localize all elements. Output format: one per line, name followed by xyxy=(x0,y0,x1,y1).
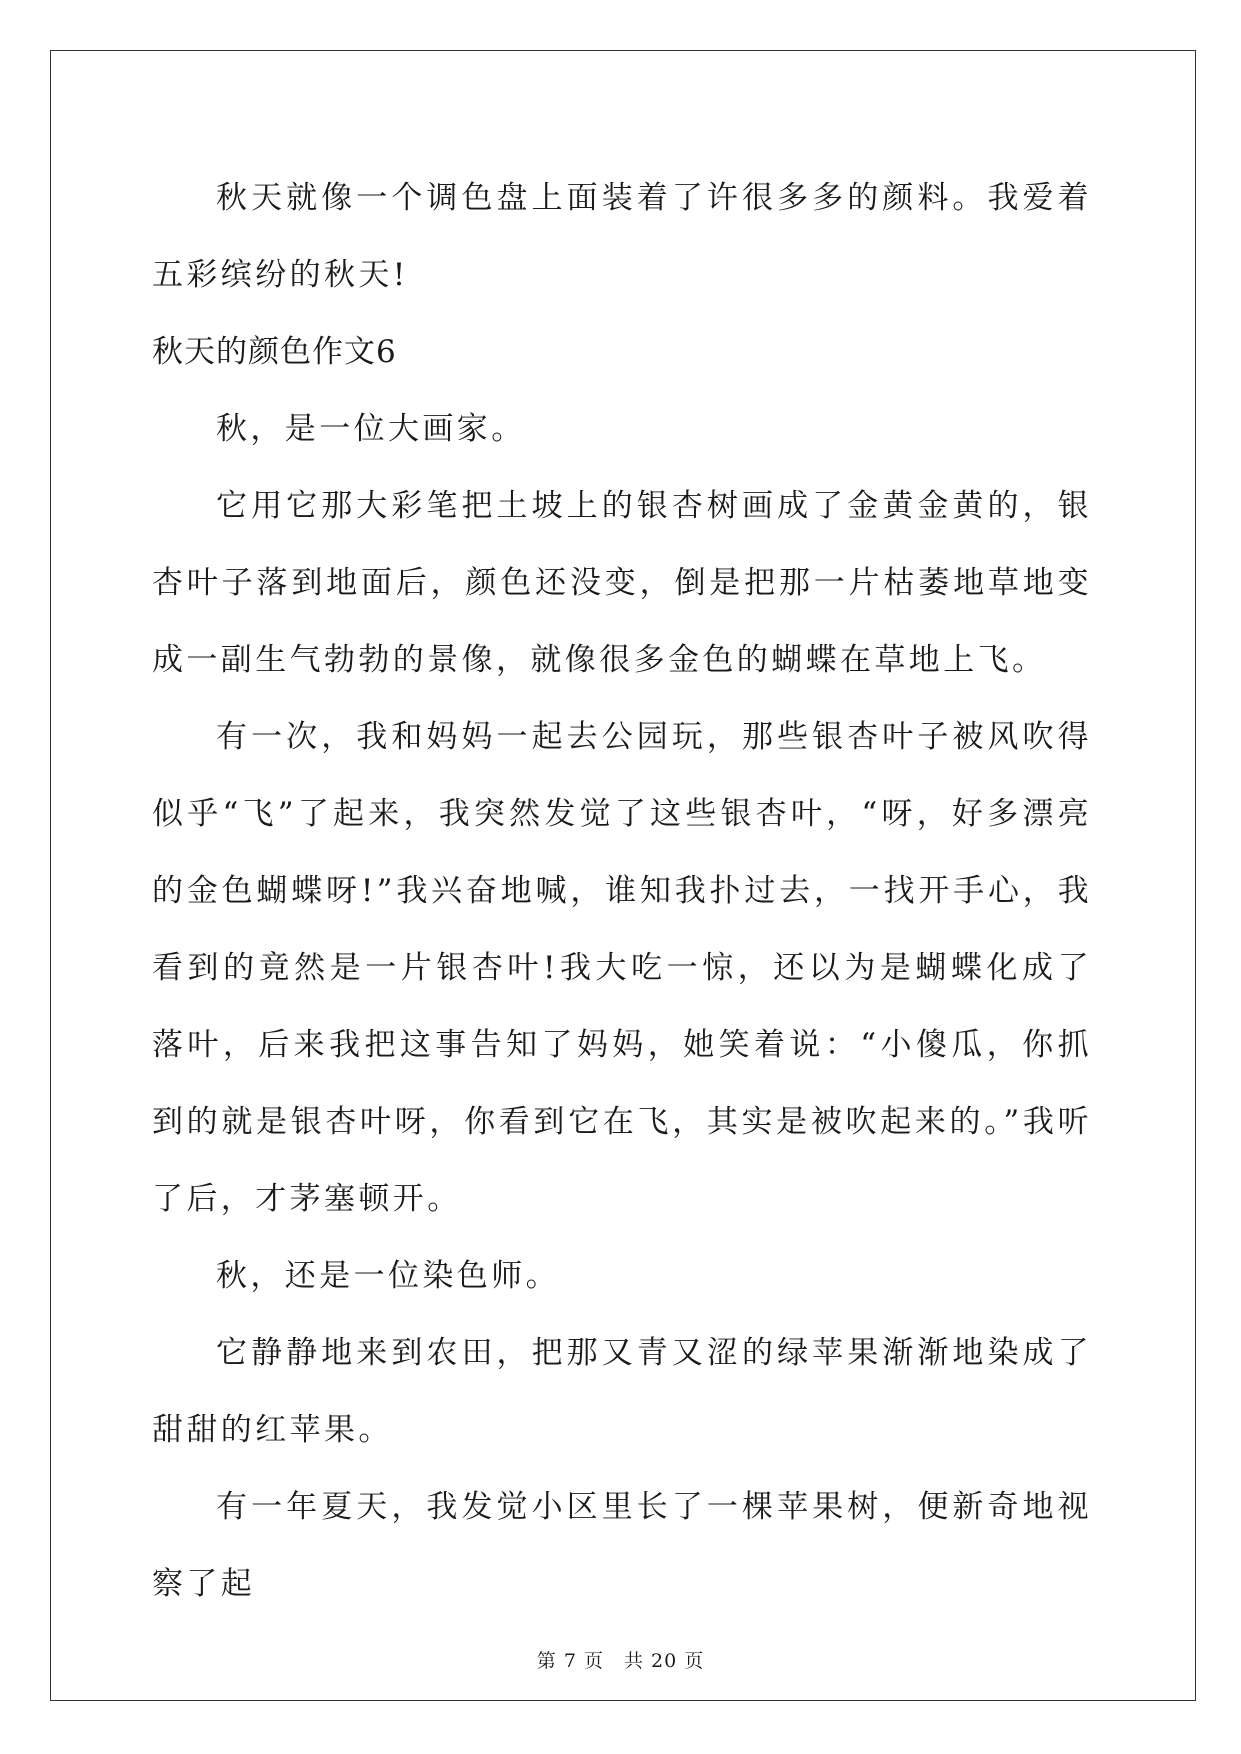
paragraph: 它用它那大彩笔把土坡上的银杏树画成了金黄金黄的，银杏叶子落到地面后，颜色还没变，倒是把那一片枯萎地草地变成一副生气勃勃的景像，就像很多金色的蝴蝶在草地上飞。 xyxy=(152,488,1092,678)
page-number-footer: 第 7 页 共 20 页 xyxy=(536,1650,705,1672)
paragraph: 秋天就像一个调色盘上面装着了许很多多的颜料。我爱着五彩缤纷的秋天! xyxy=(152,180,1092,293)
paragraph: 有一次，我和妈妈一起去公园玩，那些银杏叶子被风吹得似乎“飞”了起来，我突然发觉了这些银杏叶，“呀，好多漂亮的金色蝴蝶呀!”我兴奋地喊，谁知我扑过去，一找开手心，我看到的竟然是一片银杏叶!我大吃一惊，还以为是蝴蝶化成了落叶，后来我把这事告知了妈妈，她笑着说：“小傻瓜，你抓到的就是银杏叶呀，你看到它在飞，其实是被吹起来的。”我听了后，才茅塞顿开。 xyxy=(152,719,1092,1217)
paragraph: 它静静地来到农田，把那又青又涩的绿苹果渐渐地染成了甜甜的红苹果。 xyxy=(152,1335,1092,1448)
paragraph: 有一年夏天，我发觉小区里长了一棵苹果树，便新奇地视察了起 xyxy=(152,1489,1092,1602)
paragraph: 秋，还是一位染色师。 xyxy=(216,1258,560,1294)
paragraph: 秋，是一位大画家。 xyxy=(216,411,526,447)
section-heading: 秋天的颜色作文6 xyxy=(152,334,397,370)
document-body xyxy=(152,160,1092,1623)
